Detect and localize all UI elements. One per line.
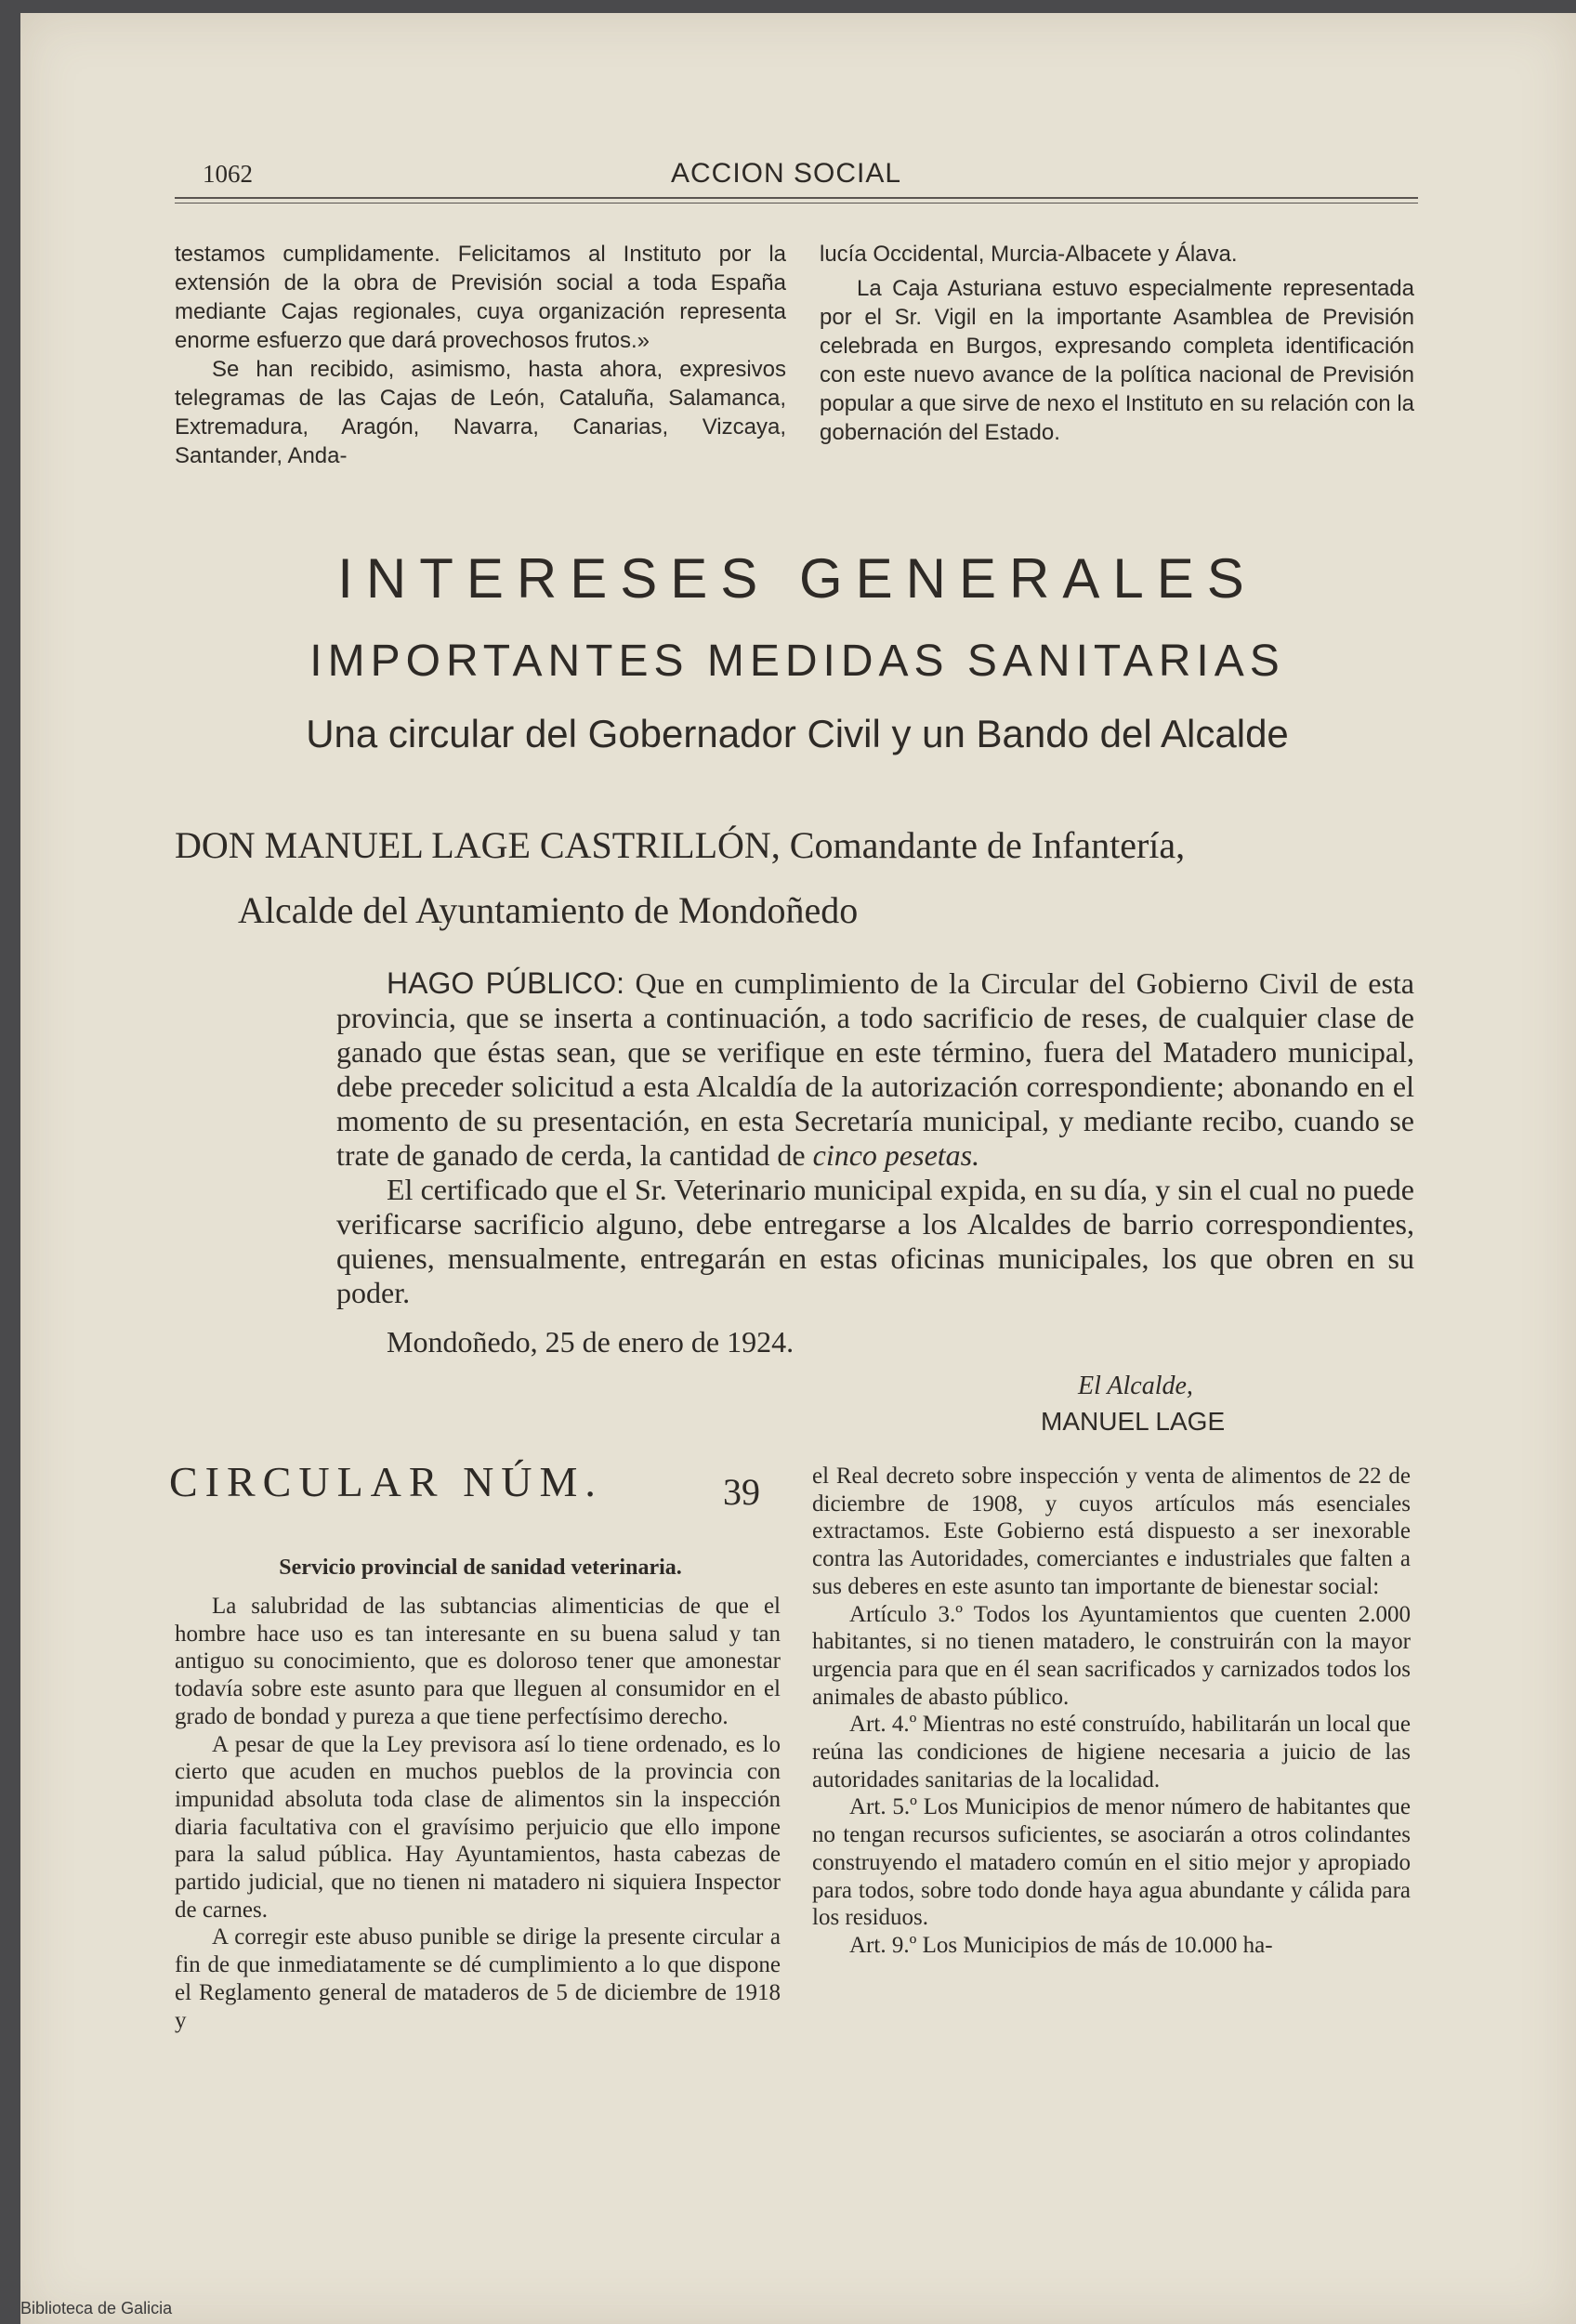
article-subheadline: Una circular del Gobernador Civil y un Bando del Alcalde — [306, 712, 1289, 755]
circular-title: CIRCULAR NÚM. — [169, 1458, 603, 1505]
top-right-column — [820, 240, 1414, 447]
paragraph: A pesar de que la Ley previsora así lo tiene ordenado, es lo cierto que acuden en muchos pueblos de la provincia con impunidad absoluta toda clase de alimentos sin la inspección diaria facultativa con el gravísimo perjuicio que ello impone para la salud pública. Hay Ayuntamientos, hasta cabezas de partido judicial, que no tienen ni matadero ni siquiera Inspector de carnes. — [175, 1731, 781, 1923]
paragraph: el Real decreto sobre inspección y venta de alimentos de 22 de diciembre de 1908, y cuyos artículos más esenciales extractamos. Este Gobierno está dispuesto a ser inexorable contra las Autoridades, comerciantes e industriales que falten a sus deberes en este asunto tan importante de bienestar social: — [812, 1464, 1411, 1599]
paragraph: Art. 4.º Mientras no esté construído, habilitarán un local que reúna las condiciones de higiene necesaria a juicio de las autoridades sanitarias de la localidad. — [812, 1712, 1411, 1792]
document-page — [20, 13, 1576, 2324]
paragraph: Se han recibido, asimismo, hasta ahora, expresivos telegramas de las Cajas de León, Cataluña, Salamanca, Extremadura, Aragón, Navarra, Canarias, Vizcaya, Santander, Anda- — [175, 357, 786, 468]
top-left-column — [175, 240, 786, 470]
page-number: 1062 — [203, 160, 253, 188]
signature-title: El Alcalde, — [1078, 1372, 1193, 1400]
article-headline: IMPORTANTES MEDIDAS SANITARIAS — [309, 637, 1285, 686]
paragraph: A corregir este abuso punible se dirige la presente circular a fin de que inmediatamente se dé cumplimiento a lo que dispone el Reglamento general de mataderos de 5 de diciembre de 1918 y — [175, 1924, 781, 2033]
circular-subtitle: Servicio provincial de sanidad veterinaria. — [279, 1556, 682, 1580]
header-rule — [175, 197, 1418, 199]
paragraph: lucía Occidental, Murcia-Albacete y Álava. — [820, 242, 1238, 267]
bando-title-line2: Alcalde del Ayuntamiento de Mondoñedo — [238, 889, 859, 931]
circular-right-column — [812, 1463, 1411, 1960]
paragraph: Art. 9.º Los Municipios de más de 10.000 ha- — [849, 1932, 1273, 1958]
bando-text: Que en cumplimiento de la Circular del Gobierno Civil de esta provincia, que se inserta a continuación, a todo sacrificio de reses, de cualquier clase de ganado que éstas sean, que se verifique en este término, fuera del Matadero municipal, debe preceder solicitud a esta Alcaldía de la autorización correspondiente; abonando en el momento de su presentación, en esta Secretaría municipal, y mediante recibo, cuando se trate de ganado de cerda, la cantidad de — [336, 966, 1415, 1172]
bando-emphasis: cinco pesetas. — [812, 1138, 980, 1172]
paragraph: La Caja Asturiana estuvo especialmente representada por el Sr. Vigil en la importante Asamblea de Previsión celebrada en Burgos, expresando completa identificación con este nuevo avance de la política nacional de Previsión popular a que sirve de nexo el Instituto en su relación con la gobernación del Estado. — [820, 276, 1414, 445]
header-rule-thin — [175, 203, 1418, 204]
bando-date: Mondoñedo, 25 de enero de 1924. — [387, 1325, 795, 1359]
bando-title-line1: DON MANUEL LAGE CASTRILLÓN, Comandante de Infantería, — [175, 824, 1186, 866]
paragraph: Artículo 3.º Todos los Ayuntamientos que cuenten 2.000 habitantes, si no tienen matadero, le construirán con la mayor urgencia para que en él sean sacrificados y carnizados todos los animales de abasto público. — [812, 1601, 1411, 1710]
library-credit: Biblioteca de Galicia — [20, 2299, 173, 2317]
circular-number: 39 — [723, 1471, 760, 1513]
circular-left-column — [175, 1593, 781, 2034]
signature-name: MANUEL LAGE — [1041, 1407, 1226, 1436]
section-heading: INTERESES GENERALES — [337, 547, 1257, 610]
bando-paragraph — [336, 966, 1414, 1173]
bando-lead: HAGO PÚBLICO: — [387, 966, 625, 1000]
paragraph: Art. 5.º Los Municipios de menor número de habitantes que no tengan recursos suficientes, se asociarán a otros colindantes construyendo el matadero común en el sitio mejor y apropiado para todos, sobre todo donde haya agua abundante y cálida para los residuos. — [812, 1794, 1411, 1931]
bando-paragraph: El certificado que el Sr. Veterinario municipal expida, en su día, y sin el cual no puede verificarse sacrificio alguno, debe entregarse a los Alcaldes de barrio correspondientes, quienes, mensualmente, entregarán en estas oficinas municipales, los que obren en su poder. — [336, 1173, 1414, 1309]
bando-body — [336, 966, 1414, 1310]
paragraph: La salubridad de las subtancias alimenticias de que el hombre hace uso es tan interesante en su buena salud y tan antiguo su conocimiento, que es doloroso tener que amonestar todavía sobre este asunto para que lleguen al consumidor en el grado de bondad y pureza a que tiene perfectísimo derecho. — [175, 1594, 781, 1729]
paragraph: testamos cumplidamente. Felicitamos al Instituto por la extensión de la obra de Previsión social a toda España mediante Cajas regionales, cuya organización representa enorme esfuerzo que dará provechosos frutos.» — [175, 242, 786, 353]
running-title: ACCION SOCIAL — [671, 158, 902, 189]
